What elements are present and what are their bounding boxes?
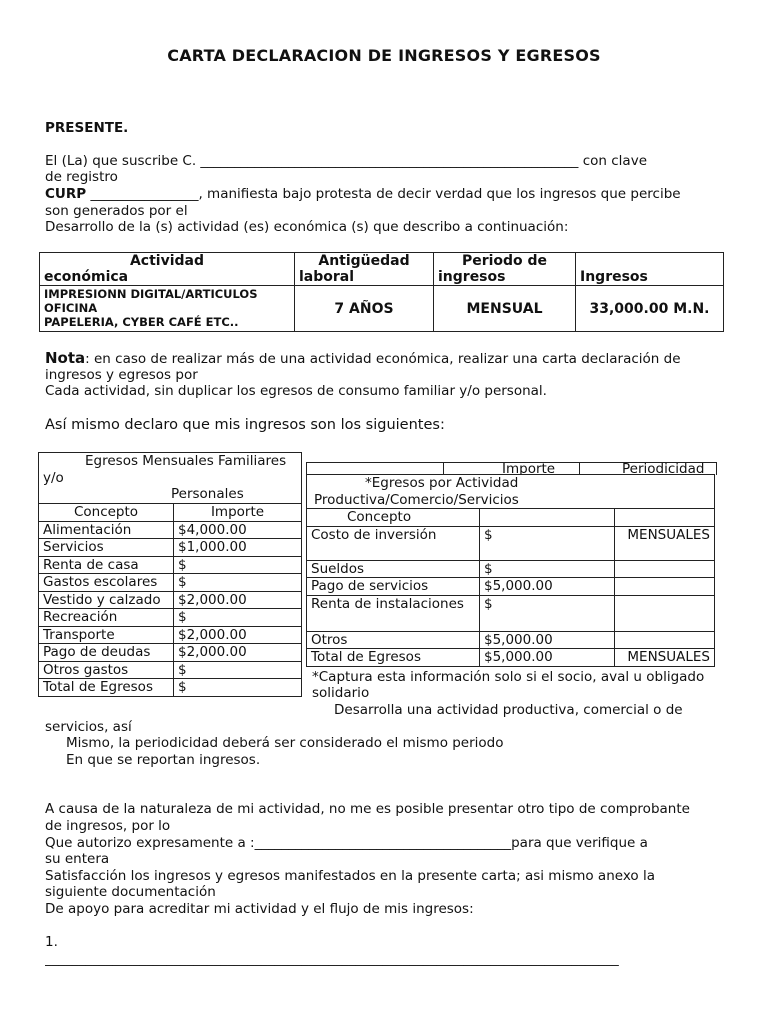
intro-line-5: Desarrollo de la (s) actividad (es) económica (s) que describo a continuación: [45,219,569,235]
nota-line-1 [45,349,681,367]
business-row-periodo [615,595,715,631]
family-row-concepto: Transporte [39,626,174,644]
business-row-importe: $5,000.00 [480,649,615,667]
servicios-line-3: En que se reportan ingresos. [66,752,261,768]
cell-ingresos: 33,000.00 M.N. [576,286,724,332]
business-row-concepto: Renta de instalaciones [307,595,480,631]
page-title: CARTA DECLARACION DE INGRESOS Y EGRESOS [167,46,601,65]
family-row-importe: $ [174,574,302,592]
nota-text: : en caso de realizar más de una actividad económica, realizar una carta declaración de [85,351,681,367]
business-row-importe: $5,000.00 [480,631,615,649]
cell-actividad: IMPRESIONN DIGITAL/ARTICULOS OFICINA PAPELERIA, CYBER CAFÉ ETC.. [40,286,295,332]
causa-line-2: de ingresos, por lo [45,818,171,834]
causa-line-4: su entera [45,851,110,867]
captura-line-1: *Captura esta información solo si el socio, aval u obligado [312,669,705,685]
family-row-importe: $ [174,679,302,697]
family-row-importe: $2,000.00 [174,591,302,609]
cell-antiguedad: 7 AÑOS [295,286,434,332]
header-ingresos: Ingresos [576,253,724,286]
family-row-importe: $ [174,609,302,627]
family-row-concepto: Otros gastos [39,661,174,679]
causa-line-1: A causa de la naturaleza de mi actividad, no me es posible presentar otro tipo de comprobante [45,801,690,817]
presente-label: PRESENTE. [45,120,129,136]
servicios-line-1: servicios, así [45,719,132,735]
nota-line-2: ingresos y egresos por [45,367,198,383]
family-row-concepto: Renta de casa [39,556,174,574]
family-row-importe: $4,000.00 [174,521,302,539]
business-col-importe-empty [480,509,615,527]
list-item-1: 1. [45,934,58,950]
intro-line-3-rest: ________________, manifiesta bajo protesta de decir verdad que los ingresos que percibe [86,186,681,202]
business-row-importe: $5,000.00 [480,578,615,596]
activity-table [39,252,724,332]
family-row-concepto: Recreación [39,609,174,627]
family-row-concepto: Alimentación [39,521,174,539]
cell-periodo: MENSUAL [434,286,576,332]
family-row-importe: $1,000.00 [174,539,302,557]
business-row-periodo [615,560,715,578]
family-row-importe: $2,000.00 [174,644,302,662]
family-row-concepto: Gastos escolares [39,574,174,592]
hidden-periodicidad: Periodicidad [622,462,705,475]
family-header: Egresos Mensuales Familiares y/o Personales [39,453,302,504]
business-row-concepto: Sueldos [307,560,480,578]
family-row-concepto: Servicios [39,539,174,557]
intro-line-3 [45,186,681,202]
captura-line-3: Desarrolla una actividad productiva, comercial o de [334,702,683,718]
nota-label: Nota [45,349,86,367]
business-row-concepto: Otros [307,631,480,649]
business-expenses-table [306,474,715,667]
servicios-line-2: Mismo, la periodicidad deberá ser considerado el mismo periodo [66,735,504,751]
family-row-importe: $ [174,556,302,574]
causa-line-6: siguiente documentación [45,884,216,900]
intro-line-1: El (La) que suscribe C. ________________________________________________________ con clave [45,153,647,169]
family-expenses-table [38,452,302,697]
business-header: *Egresos por Actividad Productiva/Comercio/Servicios [307,475,715,509]
family-row-concepto: Total de Egresos [39,679,174,697]
header-antiguedad: Antigüedad laboral [295,253,434,286]
family-col-importe: Importe [174,504,302,522]
business-row-importe: $ [480,560,615,578]
causa-line-5: Satisfacción los ingresos y egresos manifestados en la presente carta; asi mismo anexo la [45,868,655,884]
intro-line-4: son generados por el [45,203,188,219]
business-row-concepto: Total de Egresos [307,649,480,667]
hidden-importe: Importe [502,462,556,475]
business-row-periodo: MENSUALES [615,649,715,667]
curp-label: CURP [45,186,87,202]
business-row-periodo [615,578,715,596]
header-actividad: Actividad económica [40,253,295,286]
family-row-concepto: Pago de deudas [39,644,174,662]
intro-line-2: de registro [45,169,118,185]
nota-line-3: Cada actividad, sin duplicar los egresos de consumo familiar y/o personal. [45,383,547,399]
family-row-importe: $ [174,661,302,679]
business-col-periodo-empty [615,509,715,527]
captura-line-2: solidario [312,685,370,701]
declaro-text: Así mismo declaro que mis ingresos son los siguientes: [45,417,445,433]
business-row-concepto: Pago de servicios [307,578,480,596]
business-col-concepto: Concepto [307,509,480,527]
family-row-importe: $2,000.00 [174,626,302,644]
causa-line-3: Que autorizo expresamente a :______________________________________para que verifique a [45,835,648,851]
causa-line-7: De apoyo para acreditar mi actividad y el flujo de mis ingresos: [45,901,474,917]
list-rule: _____________________________________________________________________________________ [45,951,619,967]
family-col-concepto: Concepto [39,504,174,522]
business-row-concepto: Costo de inversión [307,526,480,560]
family-row-concepto: Vestido y calzado [39,591,174,609]
business-row-importe: $ [480,595,615,631]
business-row-periodo: MENSUALES [615,526,715,560]
business-row-periodo [615,631,715,649]
business-row-importe: $ [480,526,615,560]
header-periodo: Periodo de ingresos [434,253,576,286]
